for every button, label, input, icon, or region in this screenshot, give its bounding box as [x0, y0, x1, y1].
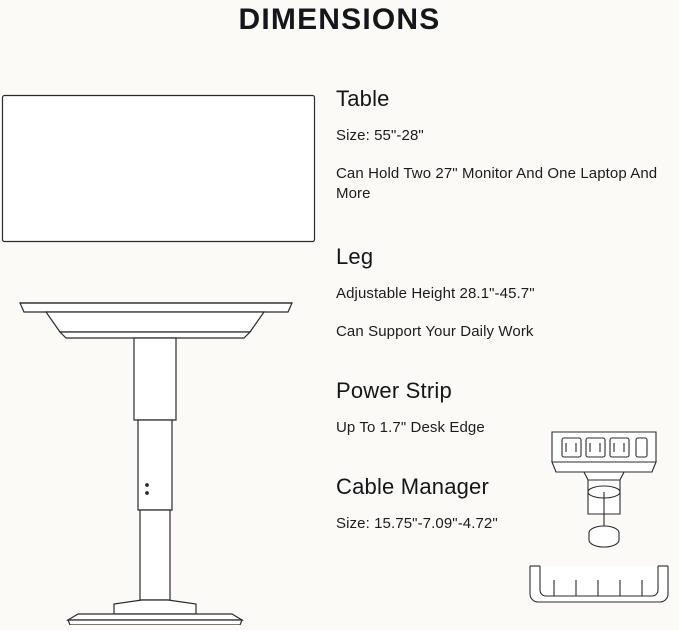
spec-text-table-size: Size: 55"-28" — [336, 127, 424, 144]
spec-text-leg-support: Can Support Your Daily Work — [336, 323, 534, 340]
spec-text-leg-height: Adjustable Height 28.1"-45.7" — [336, 285, 535, 302]
tabletop-top-view-icon — [3, 96, 315, 242]
spec-text-power-strip-edge: Up To 1.7" Desk Edge — [336, 419, 485, 436]
cable-manager-icon — [520, 560, 679, 630]
spec-section-leg — [336, 244, 679, 342]
desk-illustration-svg — [0, 80, 320, 625]
spec-heading-table: Table — [336, 86, 390, 111]
spec-text-table-capacity: Can Hold Two 27" Monitor And One Laptop And More — [336, 165, 658, 202]
spec-section-cable-manager — [336, 474, 679, 534]
spec-section-power-strip — [336, 378, 679, 438]
spec-section-table — [336, 86, 679, 204]
spec-heading-cable-manager: Cable Manager — [336, 474, 490, 499]
desk-illustration-group — [0, 80, 320, 625]
spec-heading-power-strip: Power Strip — [336, 378, 452, 403]
specs-column — [336, 86, 679, 552]
spec-heading-leg: Leg — [336, 244, 374, 269]
spec-text-cable-manager-size: Size: 15.75"-7.09"-4.72" — [336, 515, 498, 532]
page-title: DIMENSIONS — [238, 3, 441, 36]
desk-side-view-icon — [20, 303, 292, 625]
